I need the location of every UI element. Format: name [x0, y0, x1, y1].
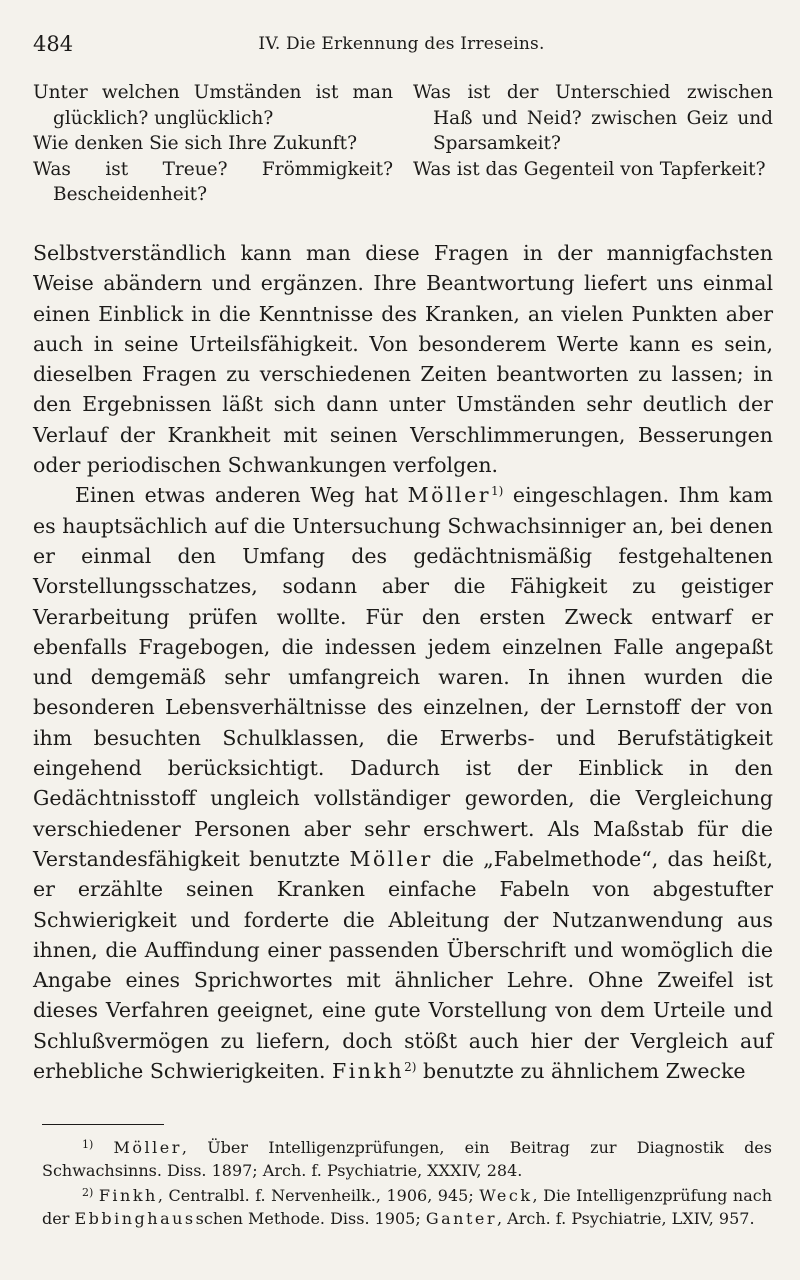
author-name: Finkh [98, 1186, 158, 1205]
page-number: 484 [33, 32, 74, 56]
footnote-text: , Arch. f. Psychiatrie, LXIV, 957. [496, 1208, 755, 1228]
question-column-left [33, 80, 393, 208]
footnote-1 [42, 1134, 772, 1182]
question-column-right [413, 80, 773, 182]
footnote-ref-1: 1) [491, 484, 504, 499]
footnote-text: , Über Intelligenzprüfungen, ein Beitrag zur Diagnostik des Schwachsinns. Diss. 1897; Arch. f. Psychiatrie, XXXIV, 284. [42, 1138, 772, 1180]
question-item: Wie denken Sie sich Ihre Zukunft? [33, 133, 357, 154]
footnotes [42, 1134, 772, 1230]
author-name: Weck [479, 1186, 533, 1205]
question-item: Was ist der Unterschied zwischen Haß und Neid? zwischen Geiz und Sparsamkeit? [413, 82, 773, 154]
author-name: Möller [407, 483, 492, 508]
paragraph-1: Selbstverständlich kann man diese Fragen in der mannigfachsten Weise abändern und ergänzen. Ihre Beantwortung liefert uns einmal einen Einblick in die Kenntnisse des Kranken, an vielen Punkten aber auch in seine Urteilsfähigkeit. Von besonderem Werte kann es sein, dieselben Fragen zu verschiedenen Zeiten beantworten zu lassen; in den Ergebnissen läßt sich dann unter Umständen sehr deutlich der Verlauf der Krankheit mit seinen Verschlimmerungen, Besserungen oder periodischen Schwankungen verfolgen. [33, 241, 773, 478]
author-name: Ebbinghaus [74, 1208, 196, 1228]
footnote-text: , Centralbl. f. Nervenheilk., 1906, 945; [157, 1186, 480, 1205]
paragraph-2 [33, 480, 773, 1086]
author-name: Finkh [332, 1059, 405, 1084]
footnote-mark: 2) [82, 1186, 94, 1199]
footnote-text: schen Methode. Diss. 1905; [195, 1208, 426, 1228]
page-header [33, 32, 770, 62]
paragraph-2-text: benutzte zu ähnlichem Zwecke [416, 1059, 746, 1084]
footnote-mark: 1) [82, 1138, 94, 1151]
question-item: Unter welchen Umständen ist man glücklich? unglücklich? [33, 82, 393, 129]
footnote-ref-2: 2) [404, 1060, 417, 1075]
paragraph-2-text: Einen etwas anderen Weg hat [75, 483, 408, 508]
paragraph-2-text: die „Fabelmethode“, das heißt, er erzählte seinen Kranken einfache Fabeln von abgestufter Schwierigkeit und forderte die Ableitung der Nutzanwendung aus ihnen, die Auffindung einer passenden Überschrift und womöglich die Angabe eines Sprichwortes mit ähnlicher Lehre. Ohne Zweifel ist dieses Verfahren geeignet, eine gute Vorstellung von dem Urteile und Schlußvermögen zu liefern, doch stößt auch hier der Vergleich auf erhebliche Schwierigkeiten. [33, 846, 773, 1084]
footnote-2 [42, 1182, 772, 1230]
paragraph-2-text: eingeschlagen. Ihm kam es hauptsächlich auf die Untersuchung Schwachsinniger an, bei denen er einmal den Umfang des gedächtnismäßig festgehaltenen Vorstellungsschatzes, sodann aber die Fähigkeit zu geistiger Verarbeitung prüfen wollte. Für den ersten Zweck entwarf er ebenfalls Fragebogen, die indessen jedem einzelnen Falle angepaßt und demgemäß sehr umfangreich waren. In ihnen wurden die besonderen Lebensverhältnisse des einzelnen, der Lernstoff der von ihm besuchten Schulklassen, die Erwerbs- und Berufstätigkeit eingehend berücksichtigt. Dadurch ist der Einblick in den Gedächtnisstoff ungleich vollständiger geworden, die Vergleichung verschiedener Personen aber sehr erschwert. Als Maßstab für die Verstandesfähigkeit benutzte [33, 483, 773, 871]
running-head: IV. Die Erkennung des Irreseins. [258, 34, 545, 54]
question-item: Was ist Treue? Frömmigkeit? Bescheidenheit? [33, 158, 393, 205]
body-text [33, 238, 773, 1086]
footnote-text: , Die Intelligenzprüfung nach der [42, 1186, 772, 1228]
footnote-divider [42, 1124, 164, 1125]
author-name: Möller [349, 846, 433, 871]
question-item: Was ist das Gegenteil von Tapferkeit? [413, 158, 766, 180]
author-name: Möller [113, 1138, 182, 1157]
author-name: Ganter [425, 1208, 497, 1228]
